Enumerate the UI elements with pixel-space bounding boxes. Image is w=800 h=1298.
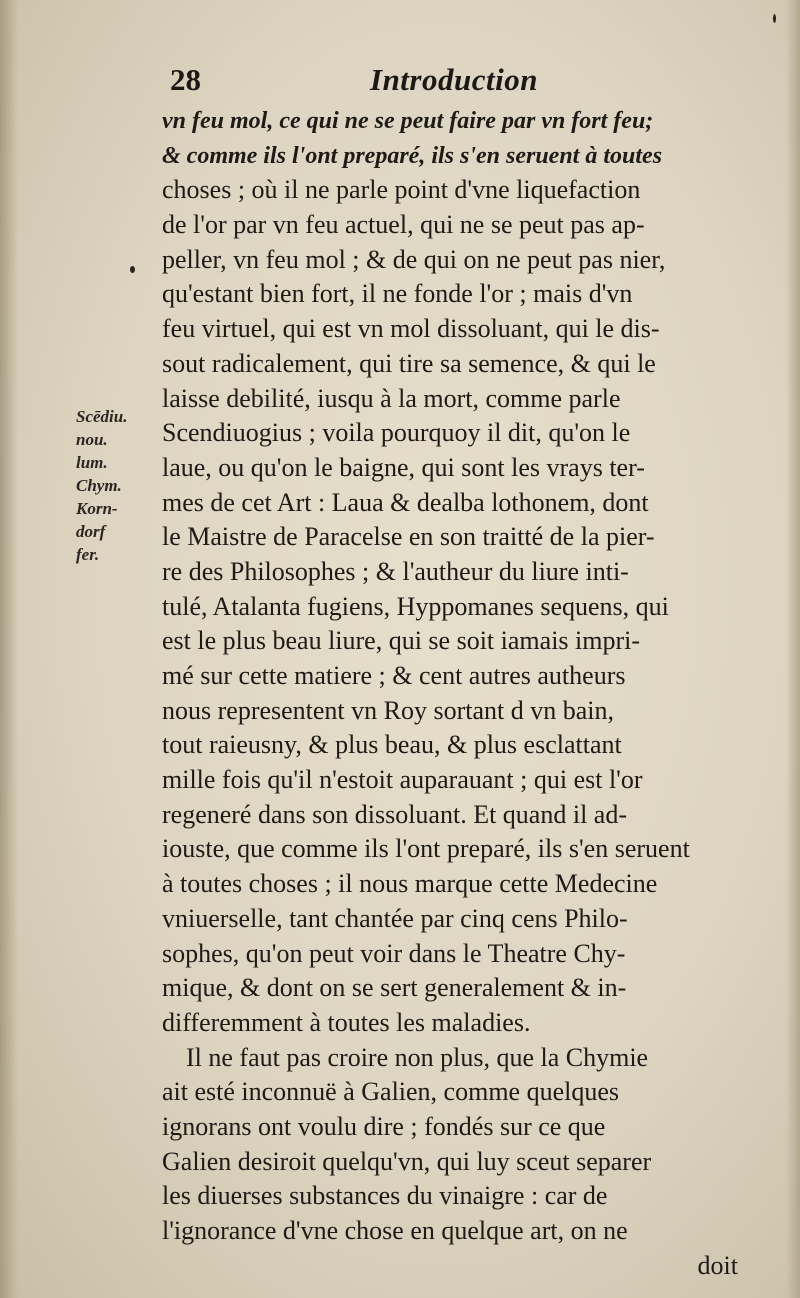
- ink-speck: [130, 266, 135, 273]
- text-line: tulé, Atalanta fugiens, Hyppomanes sequens, qui: [162, 591, 669, 621]
- text-line: Scendiuogius ; voila pourquoy il dit, qu'on le: [162, 418, 631, 448]
- text-line: regeneré dans son dissoluant. Et quand il ad-: [162, 799, 627, 829]
- text-line: l'ignorance d'vne chose en quelque art, on ne: [162, 1216, 628, 1245]
- text-line: laue, ou qu'on le baigne, qui sont les vrays ter-: [162, 452, 645, 482]
- margin-note-line: Scēdiu.: [76, 407, 128, 426]
- text-line: laisse debilité, iusqu à la mort, comme parle: [162, 383, 621, 413]
- text-line: ignorans ont voulu dire ; fondés sur ce que: [162, 1111, 606, 1141]
- text-line: iouste, que comme ils l'ont preparé, ils s'en seruent: [162, 834, 690, 864]
- text-line: mes de cet Art : Laua & dealba lothonem, dont: [162, 487, 649, 517]
- text-line: qu'estant bien fort, il ne fonde l'or ; mais d'vn: [162, 279, 633, 309]
- text-line: ait esté inconnuë à Galien, comme quelques: [162, 1077, 620, 1107]
- body-text: [162, 104, 752, 1283]
- margin-note-line: lum.: [76, 453, 108, 472]
- text-line: les diuerses substances du vinaigre : car de: [162, 1181, 608, 1211]
- margin-note-line: Chym.: [76, 476, 122, 495]
- text-line: tout raieusny, & plus beau, & plus esclattant: [162, 730, 622, 760]
- running-title: Introduction: [370, 62, 538, 97]
- page-left-shadow: [0, 0, 18, 1298]
- text-line: mique, & dont on se sert generalement & in-: [162, 973, 627, 1003]
- text-line: vniuerselle, tant chantée par cinq cens Philo-: [162, 903, 628, 933]
- margin-note-line: fer.: [76, 545, 100, 564]
- margin-note-line: Korn-: [76, 499, 118, 518]
- page-header: [0, 62, 800, 102]
- text-line: feu virtuel, qui est vn mol dissoluant, qui le dis-: [162, 314, 660, 344]
- text-line: mé sur cette matiere ; & cent autres autheurs: [162, 661, 626, 690]
- margin-note-line: dorf: [76, 522, 106, 541]
- text-line: sophes, qu'on peut voir dans le Theatre Chy-: [162, 938, 626, 968]
- text-line: nous representent vn Roy sortant d vn bain,: [162, 695, 615, 725]
- text-line: differemment à toutes les maladies.: [162, 1007, 531, 1037]
- text-line: mille fois qu'il n'estoit auparauant ; qui est l'or: [162, 765, 643, 795]
- text-line: Il ne faut pas croire non plus, que la Chymie: [186, 1042, 649, 1072]
- text-line: choses ; où il ne parle point d'vne liquefaction: [162, 175, 641, 205]
- text-line: le Maistre de Paracelse en son traitté de la pier-: [162, 522, 655, 552]
- text-line: vn feu mol, ce qui ne se peut faire par vn fort feu;: [162, 108, 654, 134]
- text-line: sout radicalement, qui tire sa semence, & qui le: [162, 348, 656, 378]
- margin-note: [76, 405, 156, 566]
- page-right-shadow: [786, 0, 800, 1298]
- text-line: re des Philosophes ; & l'autheur du liure inti-: [162, 556, 629, 586]
- text-line: à toutes choses ; il nous marque cette Medecine: [162, 869, 658, 899]
- ink-speck: [773, 14, 776, 23]
- page-number: 28: [170, 62, 201, 97]
- text-line: est le plus beau liure, qui se soit iamais impri-: [162, 626, 641, 656]
- text-line: de l'or par vn feu actuel, qui ne se peut pas ap-: [162, 210, 645, 240]
- text-line: peller, vn feu mol ; & de qui on ne peut pas nier,: [162, 244, 666, 274]
- text-line: & comme ils l'ont preparé, ils s'en seruent à toutes: [162, 142, 663, 169]
- text-line: doit: [697, 1250, 738, 1280]
- margin-note-line: nou.: [76, 430, 108, 449]
- text-line: Galien desiroit quelqu'vn, qui luy sceut separer: [162, 1146, 652, 1176]
